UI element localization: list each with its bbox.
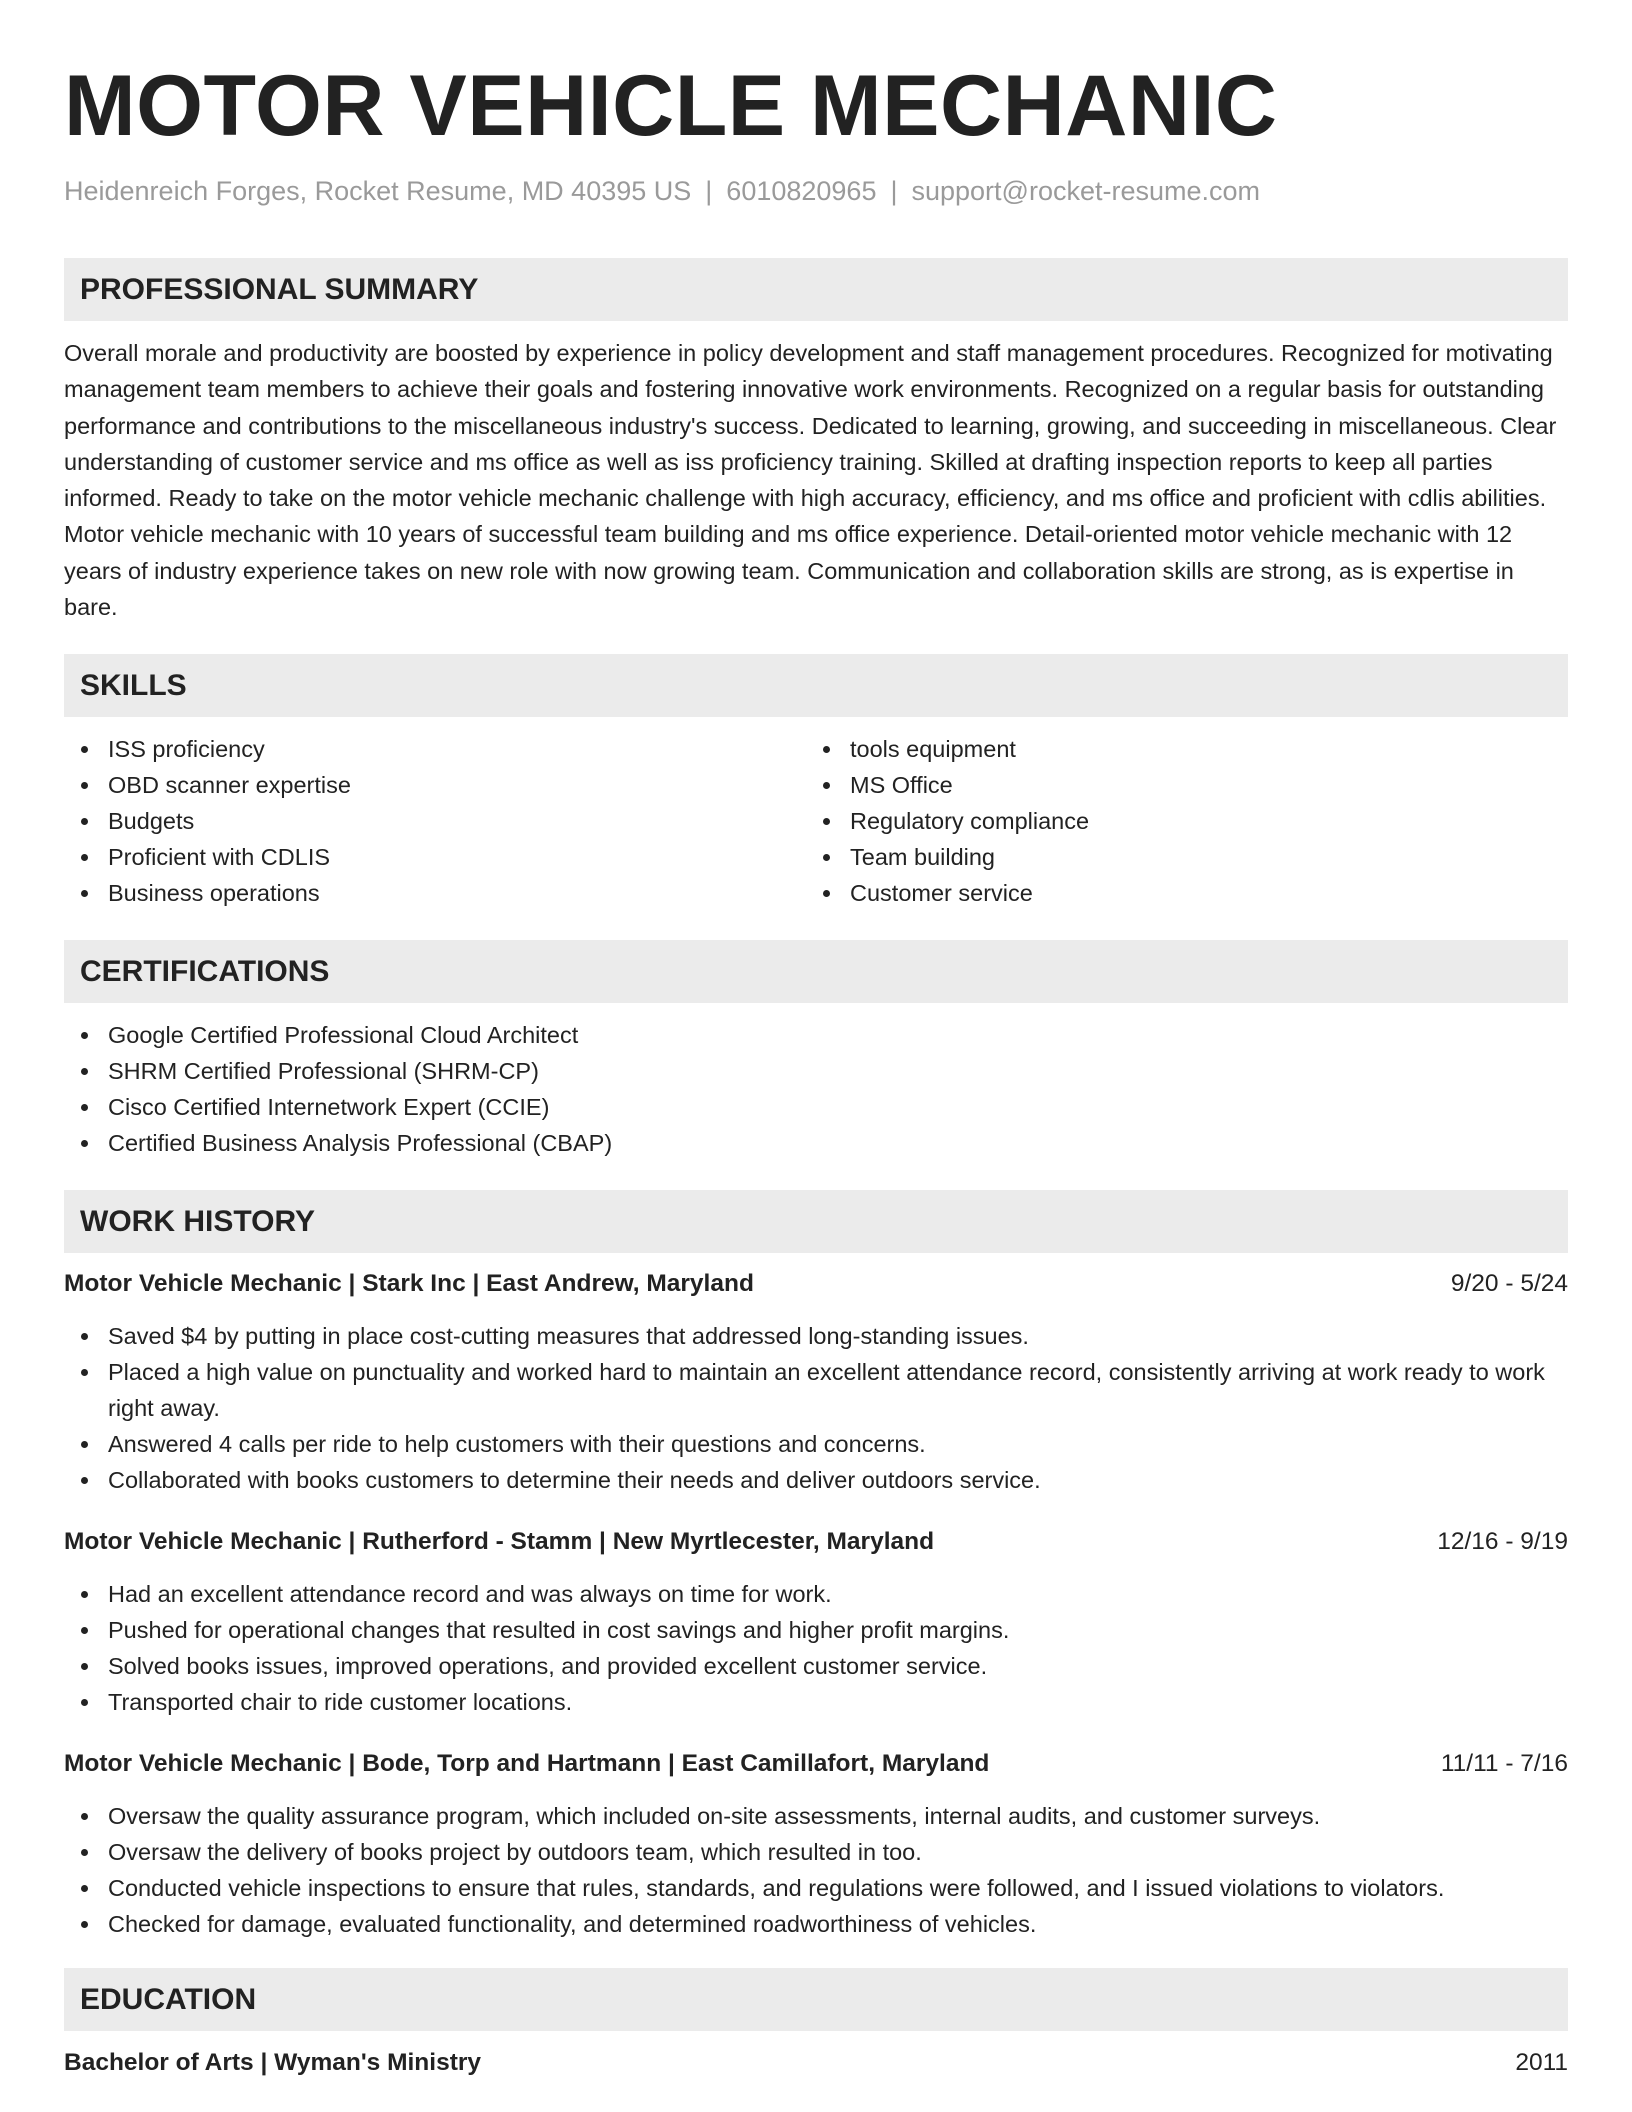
job-bullet: Conducted vehicle inspections to ensure that rules, standards, and regulations were followed, and I issued violations to violators. [64, 1870, 1568, 1906]
contact-separator: | [705, 176, 713, 206]
summary-text: Overall morale and productivity are boosted by experience in policy development and staff management procedures. Recognized for motivating management team members to achieve their goals and fostering innovative work environments. Recognized on a regular basis for outstanding performance and contributions to the miscellaneous industry's success. Dedicated to learning, growing, and succeeding in miscellaneous. Clear understanding of customer service and ms office as well as iss proficiency training. Skilled at drafting inspection reports to keep all parties informed. Ready to take on the motor vehicle mechanic challenge with high accuracy, efficiency, and ms office and proficient with cdlis abilities. Motor vehicle mechanic with 10 years of successful team building and ms office experience. Detail-oriented motor vehicle mechanic with 12 years of industry experience takes on new role with now growing team. Communication and collaboration skills are strong, as is expertise in bare. [64, 340, 1557, 621]
skill-item: Budgets [64, 803, 806, 839]
job-bullet: Collaborated with books customers to determine their needs and deliver outdoors service. [64, 1462, 1568, 1498]
certification-item: Certified Business Analysis Professional (CBAP) [64, 1125, 1568, 1161]
job-bullet: Placed a high value on punctuality and worked hard to maintain an excellent attendance record, consistently arriving at work ready to work right away. [64, 1354, 1568, 1426]
skills-column-left [64, 731, 806, 911]
contact-address: Heidenreich Forges, Rocket Resume, MD 40395 US [64, 176, 692, 206]
job-bullet: Oversaw the quality assurance program, which included on-site assessments, internal audits, and customer surveys. [64, 1798, 1568, 1834]
job-bullet: Answered 4 calls per ride to help customers with their questions and concerns. [64, 1426, 1568, 1462]
skill-item: Regulatory compliance [806, 803, 1548, 839]
certification-item: SHRM Certified Professional (SHRM-CP) [64, 1053, 1568, 1089]
skill-item: MS Office [806, 767, 1548, 803]
job-header [64, 1746, 1568, 1782]
section-header-skills: SKILLS [64, 654, 1568, 717]
job-dates: 9/20 - 5/24 [1450, 1270, 1568, 1298]
resume-page [64, 0, 1568, 2081]
job-bullet: Transported chair to ride customer locations. [64, 1684, 1568, 1720]
job-header [64, 1266, 1568, 1302]
skill-item: OBD scanner expertise [64, 767, 806, 803]
job-title: Motor Vehicle Mechanic | Bode, Torp and Hartmann | East Camillafort, Maryland [64, 1750, 990, 1778]
section-header-summary: PROFESSIONAL SUMMARY [64, 258, 1568, 321]
contact-phone: 6010820965 [726, 176, 877, 206]
contact-separator: | [890, 176, 898, 206]
certification-item: Google Certified Professional Cloud Architect [64, 1017, 1568, 1053]
section-header-education: EDUCATION [64, 1968, 1568, 2031]
job-bullet: Checked for damage, evaluated functionality, and determined roadworthiness of vehicles. [64, 1906, 1568, 1942]
job-title: Motor Vehicle Mechanic | Stark Inc | East Andrew, Maryland [64, 1270, 754, 1298]
contact-email: support@rocket-resume.com [911, 176, 1261, 206]
job-dates: 12/16 - 9/19 [1437, 1528, 1568, 1556]
certifications-list [64, 1017, 1568, 1161]
skill-item: Customer service [806, 875, 1548, 911]
job-title: Motor Vehicle Mechanic | Rutherford - Stamm | New Myrtlecester, Maryland [64, 1528, 935, 1556]
job-bullet: Had an excellent attendance record and was always on time for work. [64, 1576, 1568, 1612]
education-entry [64, 2045, 1568, 2081]
job-bullets [64, 1798, 1568, 1942]
job-bullets [64, 1318, 1568, 1498]
job-bullet: Saved $4 by putting in place cost-cutting measures that addressed long-standing issues. [64, 1318, 1568, 1354]
skill-item: ISS proficiency [64, 731, 806, 767]
skill-item: tools equipment [806, 731, 1548, 767]
skill-item: Business operations [64, 875, 806, 911]
job-bullet: Pushed for operational changes that resulted in cost savings and higher profit margins. [64, 1612, 1568, 1648]
contact-line [64, 174, 1568, 208]
certification-item: Cisco Certified Internetwork Expert (CCIE) [64, 1089, 1568, 1125]
education-year: 2011 [1515, 2049, 1568, 2077]
job-bullets [64, 1576, 1568, 1720]
candidate-name: MOTOR VEHICLE MECHANIC [64, 58, 1278, 154]
education-degree: Bachelor of Arts | Wyman's Ministry [64, 2049, 482, 2077]
section-header-certifications: CERTIFICATIONS [64, 940, 1568, 1003]
section-header-work-history: WORK HISTORY [64, 1190, 1568, 1253]
job-header [64, 1524, 1568, 1560]
job-bullet: Solved books issues, improved operations, and provided excellent customer service. [64, 1648, 1568, 1684]
job-dates: 11/11 - 7/16 [1440, 1750, 1568, 1778]
job-entry [64, 1524, 1568, 1720]
job-bullet: Oversaw the delivery of books project by outdoors team, which resulted in too. [64, 1834, 1568, 1870]
job-entry [64, 1746, 1568, 1942]
skill-item: Team building [806, 839, 1548, 875]
job-entry [64, 1266, 1568, 1498]
skills-column-right [806, 731, 1548, 911]
skill-item: Proficient with CDLIS [64, 839, 806, 875]
skills-columns [64, 731, 1568, 911]
